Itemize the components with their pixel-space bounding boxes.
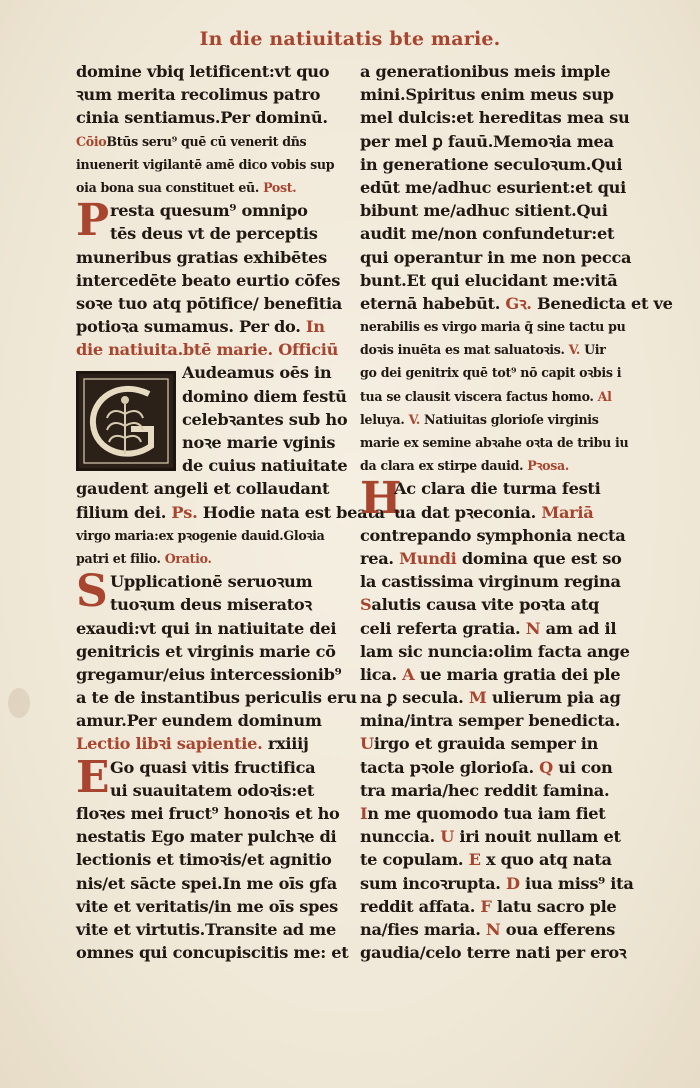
line-text: irgo et grauida semper in: [373, 734, 599, 754]
line-text: inuenerit vigilantē amē dico vobis sup: [76, 156, 335, 172]
line-text: nis/et sācte spei.In me oīs gfa: [76, 873, 337, 893]
line-text: de cuius natiuitate: [182, 456, 348, 476]
text-line: [360, 686, 636, 709]
rubric: F: [475, 896, 492, 916]
text-line: [360, 60, 636, 83]
rubric: Officiū: [272, 340, 339, 360]
text-line: [76, 640, 356, 663]
line-text: noꝛe marie vginis: [182, 433, 336, 452]
text-line: [360, 246, 636, 269]
red-initial-letter: P: [76, 195, 109, 247]
text-line: [76, 709, 356, 732]
text-line: [360, 941, 636, 964]
line-text: intercedēte beato eurtio cōfes: [76, 270, 341, 290]
text-line: [360, 292, 673, 315]
text-line: [360, 361, 636, 384]
line-text: te copulam.: [360, 850, 464, 870]
line-text: tuoꝛum deus miseratoꝛ: [110, 595, 312, 615]
line-text: domina que est so: [456, 548, 622, 568]
text-line: [360, 315, 636, 338]
text-line: [360, 802, 636, 825]
line-text: doꝛis inuēta es mat saluatoꝛis.: [360, 342, 565, 358]
line-text: edūt me/adhuc esurient:et qui: [360, 177, 627, 197]
line-text: na ꝑ secula.: [360, 688, 464, 708]
text-line: [76, 570, 356, 593]
line-text: lica.: [360, 664, 397, 684]
line-text: da clara ex stirpe dauid.: [360, 458, 524, 474]
text-line: [360, 477, 636, 500]
rubric: Lectio libꝛi sapientie.: [76, 734, 263, 754]
text-line: [360, 895, 636, 918]
line-text: x quo atq nata: [480, 850, 612, 870]
line-text: domine vbiq letificent:vt quo: [76, 62, 330, 81]
line-text: domino diem festū: [182, 386, 347, 406]
line-text: vite et virtutis.Transite ad me: [76, 919, 336, 939]
line-text: reddit affata.: [360, 896, 476, 916]
text-line: [76, 292, 356, 315]
page-stain: [8, 688, 30, 718]
text-line: [76, 153, 356, 176]
line-text: la castissima virginum regina: [360, 572, 621, 592]
line-text: ua dat pꝛeconia.: [394, 502, 537, 522]
text-line: [76, 477, 356, 500]
text-line: [76, 547, 356, 570]
text-line: [76, 732, 356, 755]
line-text: genitricis et virginis marie cō: [76, 641, 336, 661]
text-line: [76, 941, 356, 964]
text-line: [360, 269, 636, 292]
line-text: nestatis Ego mater pulchꝛe di: [76, 827, 337, 847]
line-text: Upplicationē seruoꝛum: [110, 572, 313, 592]
line-text: am ad il: [540, 618, 617, 638]
text-line: [360, 709, 636, 732]
text-line: [76, 176, 356, 199]
text-line: [360, 501, 636, 524]
text-line: [360, 756, 636, 779]
text-line: [360, 524, 636, 547]
rubric: Q: [533, 757, 553, 777]
line-text: tra maria/hec reddit famina.: [360, 780, 610, 800]
line-text: leluya.: [360, 411, 405, 427]
decorated-initial-G-woodcut: [76, 371, 176, 471]
line-text: eternā habebūt.: [360, 293, 501, 313]
text-line: [360, 593, 636, 616]
line-text: mina/intra semper benedicta.: [360, 711, 621, 731]
text-line: [360, 872, 636, 895]
rubric: U: [360, 734, 374, 754]
rubric: Oratio.: [160, 550, 212, 566]
text-line: [360, 547, 636, 570]
text-line: [76, 617, 356, 640]
line-text: vite et veritatis/in me oīs spes: [76, 896, 338, 916]
line-text: iri nouit nullam et: [454, 827, 621, 847]
line-text: nerabilis es virgo maria q̄ sine tactu pu: [360, 319, 626, 335]
text-line: [76, 848, 356, 871]
rubric: S: [360, 595, 372, 615]
text-line: [76, 315, 356, 338]
line-text: audit me/non confundetur:et: [360, 224, 615, 244]
line-text: rxiiij: [262, 734, 309, 754]
rubric: Pꝛosa.: [523, 458, 569, 474]
rubric: Gꝛ.: [500, 293, 532, 313]
line-text: go dei genitrix quē tot⁹ nō capit oꝛbis i: [360, 365, 622, 381]
rubric: Post.: [258, 179, 297, 195]
text-line: [360, 617, 636, 640]
rubric: E: [463, 850, 481, 870]
line-text: na/fies maria.: [360, 919, 481, 939]
rubric: V.: [404, 411, 420, 427]
line-text: Go quasi vitis fructifica: [110, 757, 316, 777]
text-line: [76, 246, 356, 269]
line-text: exaudi:vt qui in natiuitate dei: [76, 618, 337, 638]
line-text: Btūs seru⁹ quē cū venerit dn̄s: [106, 133, 307, 149]
line-text: tacta pꝛole glorioſa.: [360, 757, 534, 777]
rubric: die natiuita.btē marie.: [76, 340, 273, 360]
text-line: [360, 222, 636, 245]
text-line: [360, 130, 636, 153]
text-line: [76, 872, 356, 895]
line-text: ui con: [552, 757, 613, 777]
line-text: sum incoꝛrupta.: [360, 873, 501, 893]
red-initial-letter: S: [76, 566, 108, 618]
line-text: patri et filio.: [76, 550, 161, 566]
text-line: [76, 60, 356, 83]
text-line: [360, 640, 636, 663]
rubric: In: [300, 317, 325, 337]
rubric: V.: [564, 342, 581, 358]
line-text: bibunt me/adhuc sitient.Qui: [360, 201, 608, 221]
text-line: [360, 431, 636, 454]
rubric: U: [434, 827, 455, 847]
text-line: [360, 732, 636, 755]
line-text: ꝛum merita recolimus patro: [76, 85, 321, 105]
rubric: D: [500, 873, 520, 893]
text-line: [76, 895, 356, 918]
text-line: [76, 106, 356, 129]
line-text: omnes qui concupiscitis me: et: [76, 943, 349, 963]
line-text: gaudia/celo terre nati per eroꝛ: [360, 943, 627, 963]
text-line: [76, 779, 356, 802]
text-line: [360, 408, 636, 431]
text-line: [360, 153, 636, 176]
line-text: in generatione seculoꝛum.Qui: [360, 154, 623, 174]
line-text: filium dei.: [76, 502, 167, 522]
text-line: [76, 663, 356, 686]
line-text: ue maria gratia dei ple: [414, 664, 621, 684]
text-line: [360, 199, 636, 222]
line-text: tēs deus vt de perceptis: [110, 224, 318, 244]
text-line: [76, 338, 356, 361]
line-text: floꝛes mei fruct⁹ honoꝛis et ho: [76, 804, 340, 823]
line-text: celebꝛantes sub ho: [182, 409, 348, 429]
line-text: Ac clara die turma festi: [394, 479, 601, 499]
line-text: qui operantur in me non pecca: [360, 247, 632, 267]
text-line: [76, 199, 356, 222]
right-column: [360, 60, 673, 964]
text-line: [360, 918, 636, 941]
red-initial-letter: H: [360, 473, 402, 525]
line-text: contrepando symphonia necta: [360, 525, 626, 545]
text-line: [360, 663, 636, 686]
line-text: oia bona sua constituet eū.: [76, 179, 259, 195]
line-text: tua se clausit viscera factus homo.: [360, 388, 594, 404]
rubric: Mariā: [536, 502, 594, 522]
line-text: cinia sentiamus.Per dominū.: [76, 108, 328, 128]
line-text: gregamur/eius intercessionib⁹: [76, 664, 342, 684]
rubric: M: [463, 688, 487, 708]
line-text: ui suauitatem odoꝛis:et: [110, 780, 315, 800]
text-line: [76, 756, 356, 779]
text-line: [360, 338, 636, 361]
text-line: [76, 825, 356, 848]
line-text: per mel ꝑ fauū.Memoꝛia mea: [360, 131, 614, 151]
line-text: gaudent angeli et collaudant: [76, 479, 330, 499]
line-text: nunccia.: [360, 827, 435, 847]
line-text: rea.: [360, 548, 394, 568]
rubric: Cōio: [76, 133, 107, 149]
text-line: [76, 802, 356, 825]
text-line: [360, 825, 636, 848]
text-line: [76, 83, 356, 106]
line-text: muneribus gratias exhibētes: [76, 247, 327, 267]
line-text: bunt.Et qui elucidant me:vitā: [360, 270, 618, 290]
text-line: [360, 83, 636, 106]
rubric: Al: [593, 388, 612, 404]
line-text: amur.Per eundem dominum: [76, 711, 322, 731]
line-text: resta quesum⁹ omnipo: [110, 201, 308, 221]
rubric: I: [360, 804, 368, 823]
rubric: A: [396, 664, 415, 684]
rubric: Ps.: [166, 502, 198, 522]
line-text: a generationibus meis imple: [360, 62, 611, 81]
line-text: oua efferens: [500, 919, 616, 939]
line-text: lam sic nuncia:olim facta ange: [360, 641, 630, 661]
line-text: Uir: [580, 342, 606, 358]
text-line: [76, 686, 356, 709]
text-line: [76, 269, 356, 292]
line-text: soꝛe tuo atq pōtifice/ benefitia: [76, 293, 342, 313]
line-text: alutis causa vite poꝛta atq: [371, 595, 600, 615]
text-line: [360, 848, 636, 871]
line-text: celi referta gratia.: [360, 618, 521, 638]
text-line: [76, 501, 385, 524]
red-initial-letter: E: [76, 751, 110, 803]
text-line: [360, 779, 636, 802]
line-text: Natiuitas glorioſe virginis: [419, 411, 599, 427]
line-text: potioꝛa sumamus. Per do.: [76, 317, 301, 337]
line-text: Hodie nata est beata: [197, 502, 385, 522]
line-text: Benedicta et ve: [531, 293, 673, 313]
text-line: [360, 106, 636, 129]
text-line: [360, 570, 636, 593]
text-line: [76, 593, 356, 616]
line-text: mel dulcis:et hereditas mea su: [360, 108, 630, 128]
line-text: Audeamus oēs in: [182, 363, 332, 383]
line-text: a te de instantibus periculis eru: [76, 688, 357, 708]
line-text: latu sacro ple: [491, 896, 617, 916]
line-text: n me quomodo tua iam fiet: [367, 804, 606, 823]
text-line: [360, 176, 636, 199]
rubric: N: [480, 919, 501, 939]
line-text: lectionis et timoꝛis/et agnitio: [76, 850, 332, 870]
line-text: ulierum pia ag: [486, 688, 621, 708]
text-line: [76, 524, 356, 547]
text-line: [360, 385, 636, 408]
rubric: Mundi: [393, 548, 457, 568]
text-line: [76, 222, 356, 245]
text-line: [360, 454, 636, 477]
line-text: virgo maria:ex pꝛogenie dauid.Gloꝛia: [76, 527, 325, 543]
text-line: [76, 130, 356, 153]
text-line: [76, 918, 356, 941]
running-head: In die natiuitatis bte marie.: [199, 28, 501, 50]
line-text: mini.Spiritus enim meus sup: [360, 85, 614, 105]
rubric: N: [520, 618, 541, 638]
line-text: iua miss⁹ ita: [519, 873, 634, 893]
line-text: marie ex semine abꝛahe oꝛta de tribu iu: [360, 435, 629, 450]
